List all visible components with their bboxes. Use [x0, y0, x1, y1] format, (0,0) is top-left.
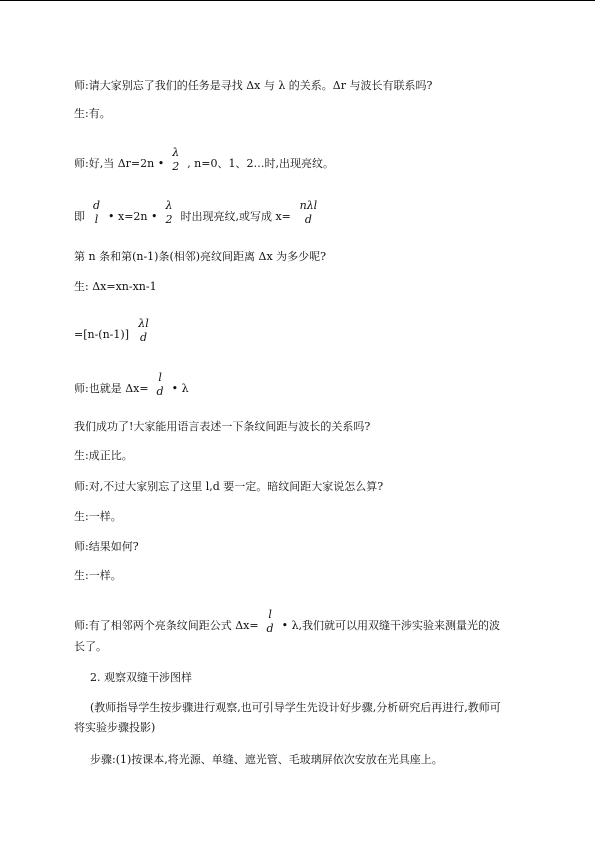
line-8-text-b: • λ	[171, 382, 189, 395]
dialogue-line-11: 师:对,不过大家别忘了这里 l,d 要一定。暗纹间距大家说怎么算?	[74, 480, 384, 493]
paragraph-line-18: (教师指导学生按步骤进行观察,也可引导学生先设计好步骤,分析研究后再进行,教师可	[90, 701, 501, 714]
dialogue-line-1: 师:请大家别忘了我们的任务是寻找 Δx 与 λ 的关系。Δr 与波长有联系吗?	[74, 79, 433, 92]
section-heading: 2. 观察双缝干涉图样	[90, 671, 192, 684]
dialogue-line-5: 第 n 条和第(n-1)条(相邻)亮纹间距离 Δx 为多少呢?	[74, 250, 327, 263]
line-8-text-a: 师:也就是 Δx=	[74, 382, 149, 395]
dialogue-line-6: 生: Δx=xn-xn-1	[74, 280, 157, 293]
dialogue-line-14: 生:一样。	[74, 569, 122, 582]
dialogue-line-7	[74, 317, 154, 344]
dialogue-line-15	[74, 608, 501, 635]
line-15-text-a: 师:有了相邻两个亮条纹间距公式 Δx=	[74, 619, 259, 632]
line-4-text-a: 即	[74, 210, 85, 223]
fraction-l-over-d: l d	[156, 371, 164, 398]
line-3-text-b: , n=0、1、2…时,出现亮纹。	[187, 157, 334, 170]
line-4-text-c: 时出现亮纹,或写成 x=	[180, 210, 291, 223]
line-3-text-a: 师:好,当 Δr=2n •	[74, 157, 165, 170]
paragraph-line-19: 将实验步骤投影)	[74, 721, 156, 734]
fraction-d-over-l: d l	[92, 199, 101, 226]
dialogue-line-13: 师:结果如何?	[74, 540, 139, 553]
dialogue-line-16: 长了。	[74, 640, 107, 653]
fraction-lambda-over-2: λ 2	[172, 146, 180, 173]
dialogue-line-12: 生:一样。	[74, 510, 122, 523]
header-rule	[0, 0, 595, 1]
line-15-text-b: • λ,我们就可以用双缝干涉实验来测量光的波	[281, 619, 501, 632]
dialogue-line-2: 生:有。	[74, 107, 111, 120]
dialogue-line-4	[74, 199, 322, 226]
line-7-text-a: =[n-(n-1)]	[74, 328, 129, 341]
fraction-l-over-d: l d	[266, 608, 274, 635]
fraction-nlambdal-over-d: nλl d	[299, 199, 318, 226]
dialogue-line-9: 我们成功了!大家能用语言表述一下条纹间距与波长的关系吗?	[74, 420, 371, 433]
dialogue-line-10: 生:成正比。	[74, 449, 133, 462]
dialogue-line-3	[74, 146, 334, 173]
dialogue-line-8	[74, 371, 189, 398]
fraction-lambdal-over-d: λl d	[138, 317, 149, 344]
line-4-text-b: • x=2n •	[108, 210, 158, 223]
fraction-lambda-over-2: λ 2	[165, 199, 173, 226]
step-line-1: 步骤:(1)按课本,将光源、单缝、遮光管、毛玻璃屏依次安放在光具座上。	[90, 753, 443, 766]
